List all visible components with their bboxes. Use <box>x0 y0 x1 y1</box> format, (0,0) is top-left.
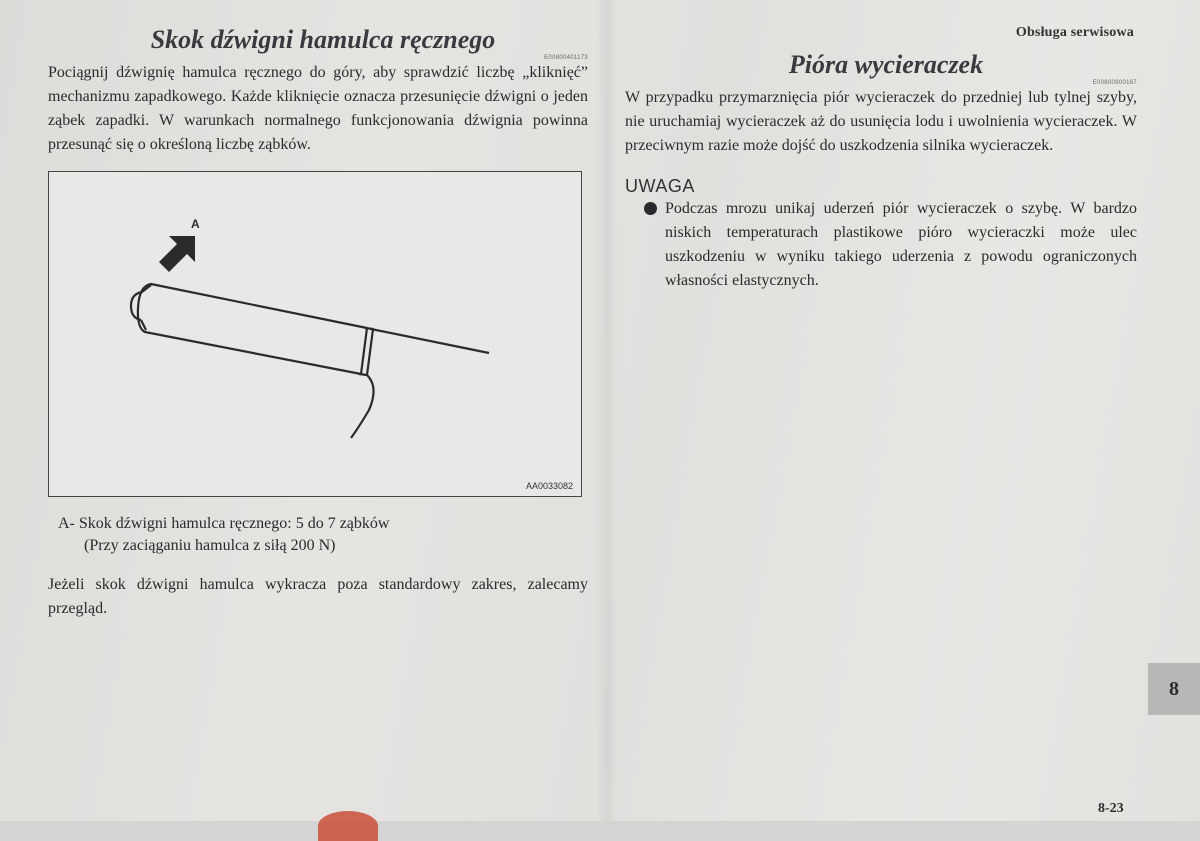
section-code: E00800401173 <box>544 55 588 61</box>
arrow-up-right-icon <box>159 236 195 272</box>
lever-illustration <box>49 172 583 498</box>
right-column <box>625 20 1137 293</box>
section-title-wiper-blades: Pióra wycieraczek <box>788 50 984 79</box>
figure-label-a: A <box>191 217 200 231</box>
section-title-parking-brake: Skok dźwigni hamulca ręcznego <box>150 25 496 54</box>
caution-heading: UWAGA <box>625 176 695 196</box>
wiper-paragraph: W przypadku przymarznięcia piór wycieraczek do przedniej lub tylnej szyby, nie uruchamiaj wycieraczek aż do usunięcia lodu i uwolnienia wycieraczek. W przeciwnym razie może dojść do uszkodzenia silnika wycieraczek. <box>625 89 1137 154</box>
caption-line-2: (Przy zaciąganiu hamulca z siłą 200 N) <box>84 537 336 554</box>
caution-text: Podczas mrozu unikaj uderzeń piór wycieraczek o szybę. W bardzo niskich temperaturach plastikowe pióro wycieraczki może ulec uszkodzeniu w wyniku takiego uderzenia z powodu ograniczonych własności elastycznych. <box>665 200 1137 289</box>
section-code-right: E00800900167 <box>1092 80 1137 86</box>
chapter-tab: 8 <box>1148 663 1200 715</box>
lever-rod <box>371 329 489 353</box>
red-object-edge <box>318 811 378 841</box>
left-column <box>48 20 588 621</box>
page-number: 8-23 <box>1098 801 1124 816</box>
parking-brake-paragraph: Pociągnij dźwignię hamulca ręcznego do góry, aby sprawdzić liczbę „kliknięć” mechanizmu zapadkowego. Każde kliknięcie oznacza przesunięcie dźwigni o jeden ząbek zapadki. W warunkach normalnego funkcjonowania dźwignia powinna przesunąć się o określoną liczbę ząbków. <box>48 64 588 153</box>
caption-line-1: A- Skok dźwigni hamulca ręcznego: 5 do 7 ząbków <box>58 515 390 532</box>
inspection-paragraph: Jeżeli skok dźwigni hamulca wykracza poza standardowy zakres, zalecamy przegląd. <box>48 576 588 617</box>
caution-bullet <box>625 197 1137 293</box>
page-gutter <box>596 0 618 821</box>
figure-caption <box>58 513 588 557</box>
bullet-dot-icon <box>644 202 657 215</box>
lever-grip <box>138 284 367 374</box>
parking-brake-figure <box>48 171 582 497</box>
lever-base <box>351 375 374 438</box>
running-head: Obsługa serwisowa <box>1015 25 1134 40</box>
figure-code: AA0033082 <box>525 481 573 491</box>
